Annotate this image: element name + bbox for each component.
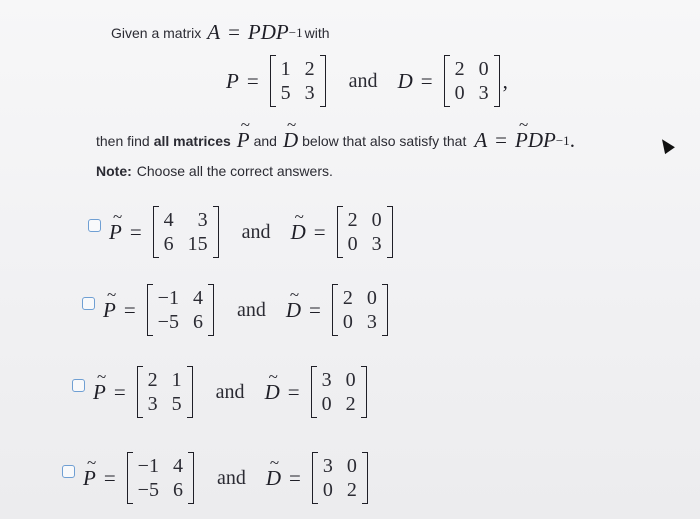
option-1[interactable] [88,206,396,258]
def-d-equals: = [420,68,433,93]
intro-equals: = [228,20,240,44]
intro-with: with [304,24,330,41]
definition-line [226,55,508,107]
cell: 2 [454,58,465,80]
cell: 3 [322,455,333,477]
option-d-matrix [311,366,367,418]
cell: 2 [346,479,357,501]
cell: 0 [371,209,382,231]
cell: 3 [147,393,158,415]
cell: 6 [192,311,203,333]
cell: −1 [157,287,179,309]
cell: 0 [342,311,353,333]
prompt-p-tilde: ~ P [237,128,250,153]
cell: 4 [172,455,183,477]
cell: 4 [163,209,174,231]
option-d-matrix [337,206,393,258]
option-checkbox[interactable] [88,219,101,232]
cell: 3 [478,82,489,104]
bracket-right [213,206,219,258]
cell: 5 [280,82,291,104]
def-p-matrix [270,55,326,107]
cell: 2 [342,287,353,309]
cell: 0 [345,369,356,391]
cell: 3 [366,311,377,333]
option-and: and [241,220,271,243]
cell: 0 [478,58,489,80]
prompt-d-tilde: ~ D [283,128,298,153]
cell: 2 [147,369,158,391]
option-d-matrix [332,284,388,336]
bracket-right [494,55,500,107]
prompt-before: then find [96,132,150,149]
cell: 6 [172,479,183,501]
cell: 6 [163,233,174,255]
bracket-right [362,452,368,504]
mouse-cursor-icon [657,136,675,154]
matrix-cells [317,366,361,418]
matrix-cells [153,284,208,336]
option-and: and [236,298,266,321]
matrix-cells [318,452,362,504]
prompt-exponent: −1 [555,132,570,148]
option-2[interactable] [82,284,391,336]
prompt-and: and [253,132,277,149]
intro-line [111,20,330,45]
cell: 0 [322,479,333,501]
matrix-cells [159,206,213,258]
bracket-right [320,55,326,107]
prompt-period: . [569,128,575,152]
cell: 3 [371,233,382,255]
cell: −1 [137,455,159,477]
option-checkbox[interactable] [62,465,75,478]
option-d-label: ~ D [265,380,280,405]
matrix-cells [276,55,320,107]
option-p-label: ~ P [109,220,122,245]
cell: 0 [366,287,377,309]
note-label: Note: [96,163,132,179]
def-d-label: D [397,68,413,93]
bracket-right [188,452,194,504]
option-p-matrix [147,284,214,336]
prompt-after: below that also satisfy that [302,132,467,149]
prompt-all-matrices: all matrices [153,132,231,149]
prompt-line [96,128,575,153]
cell: 5 [171,393,182,415]
matrix-cells [338,284,382,336]
def-and: and [348,69,378,92]
cell: −5 [157,311,179,333]
intro-exponent: −1 [288,24,303,40]
option-p-label: ~ P [93,380,106,405]
bracket-right [208,284,214,336]
option-d-label: ~ D [286,298,301,323]
prompt-equals: = [495,128,508,152]
cell: 15 [187,233,208,255]
def-d-matrix [444,55,500,107]
cell: 1 [280,58,291,80]
bracket-right [361,366,367,418]
option-p-matrix [153,206,219,258]
cell: 3 [197,209,208,231]
option-d-label: ~ D [266,466,281,491]
matrix-cells [343,206,387,258]
cell: 3 [321,369,332,391]
option-3[interactable] [72,366,370,418]
option-equals: = [287,379,300,404]
option-4[interactable] [62,452,371,504]
def-p-equals: = [246,68,259,93]
option-p-matrix [127,452,194,504]
prompt-pdp: ~ PDP [515,128,556,153]
option-and: and [215,380,245,403]
cell: −5 [137,479,159,501]
option-equals: = [289,465,301,490]
bracket-right [187,366,193,418]
cell: 2 [345,393,356,415]
def-p-label: P [226,68,239,93]
def-comma: , [502,68,508,93]
intro-pdp: PDP [247,20,289,44]
option-and: and [216,466,246,489]
prompt-a: A [474,128,488,152]
cell: 2 [304,58,315,80]
note-text: Choose all the correct answers. [136,163,333,179]
option-equals: = [313,219,326,244]
option-equals: = [113,379,126,404]
option-checkbox[interactable] [82,297,95,310]
option-d-matrix [312,452,368,504]
option-equals: = [129,219,142,244]
option-p-label: ~ P [83,466,96,491]
option-p-label: ~ P [103,298,116,323]
cell: 0 [346,455,357,477]
cell: 1 [171,369,182,391]
option-d-label: ~ D [291,220,306,245]
option-equals: = [123,297,136,322]
option-p-matrix [137,366,193,418]
note-line [96,163,333,179]
option-checkbox[interactable] [72,379,85,392]
cell: 3 [304,82,315,104]
cell: 0 [347,233,358,255]
option-equals: = [309,297,321,322]
cell: 2 [347,209,358,231]
cell: 4 [192,287,203,309]
matrix-cells [450,55,494,107]
bracket-right [382,284,388,336]
bracket-right [387,206,393,258]
cell: 0 [454,82,465,104]
matrix-cells [143,366,187,418]
matrix-cells [133,452,188,504]
option-equals: = [103,465,116,490]
cell: 0 [321,393,332,415]
intro-given: Given a matrix [111,24,202,41]
intro-a: A [207,20,221,44]
